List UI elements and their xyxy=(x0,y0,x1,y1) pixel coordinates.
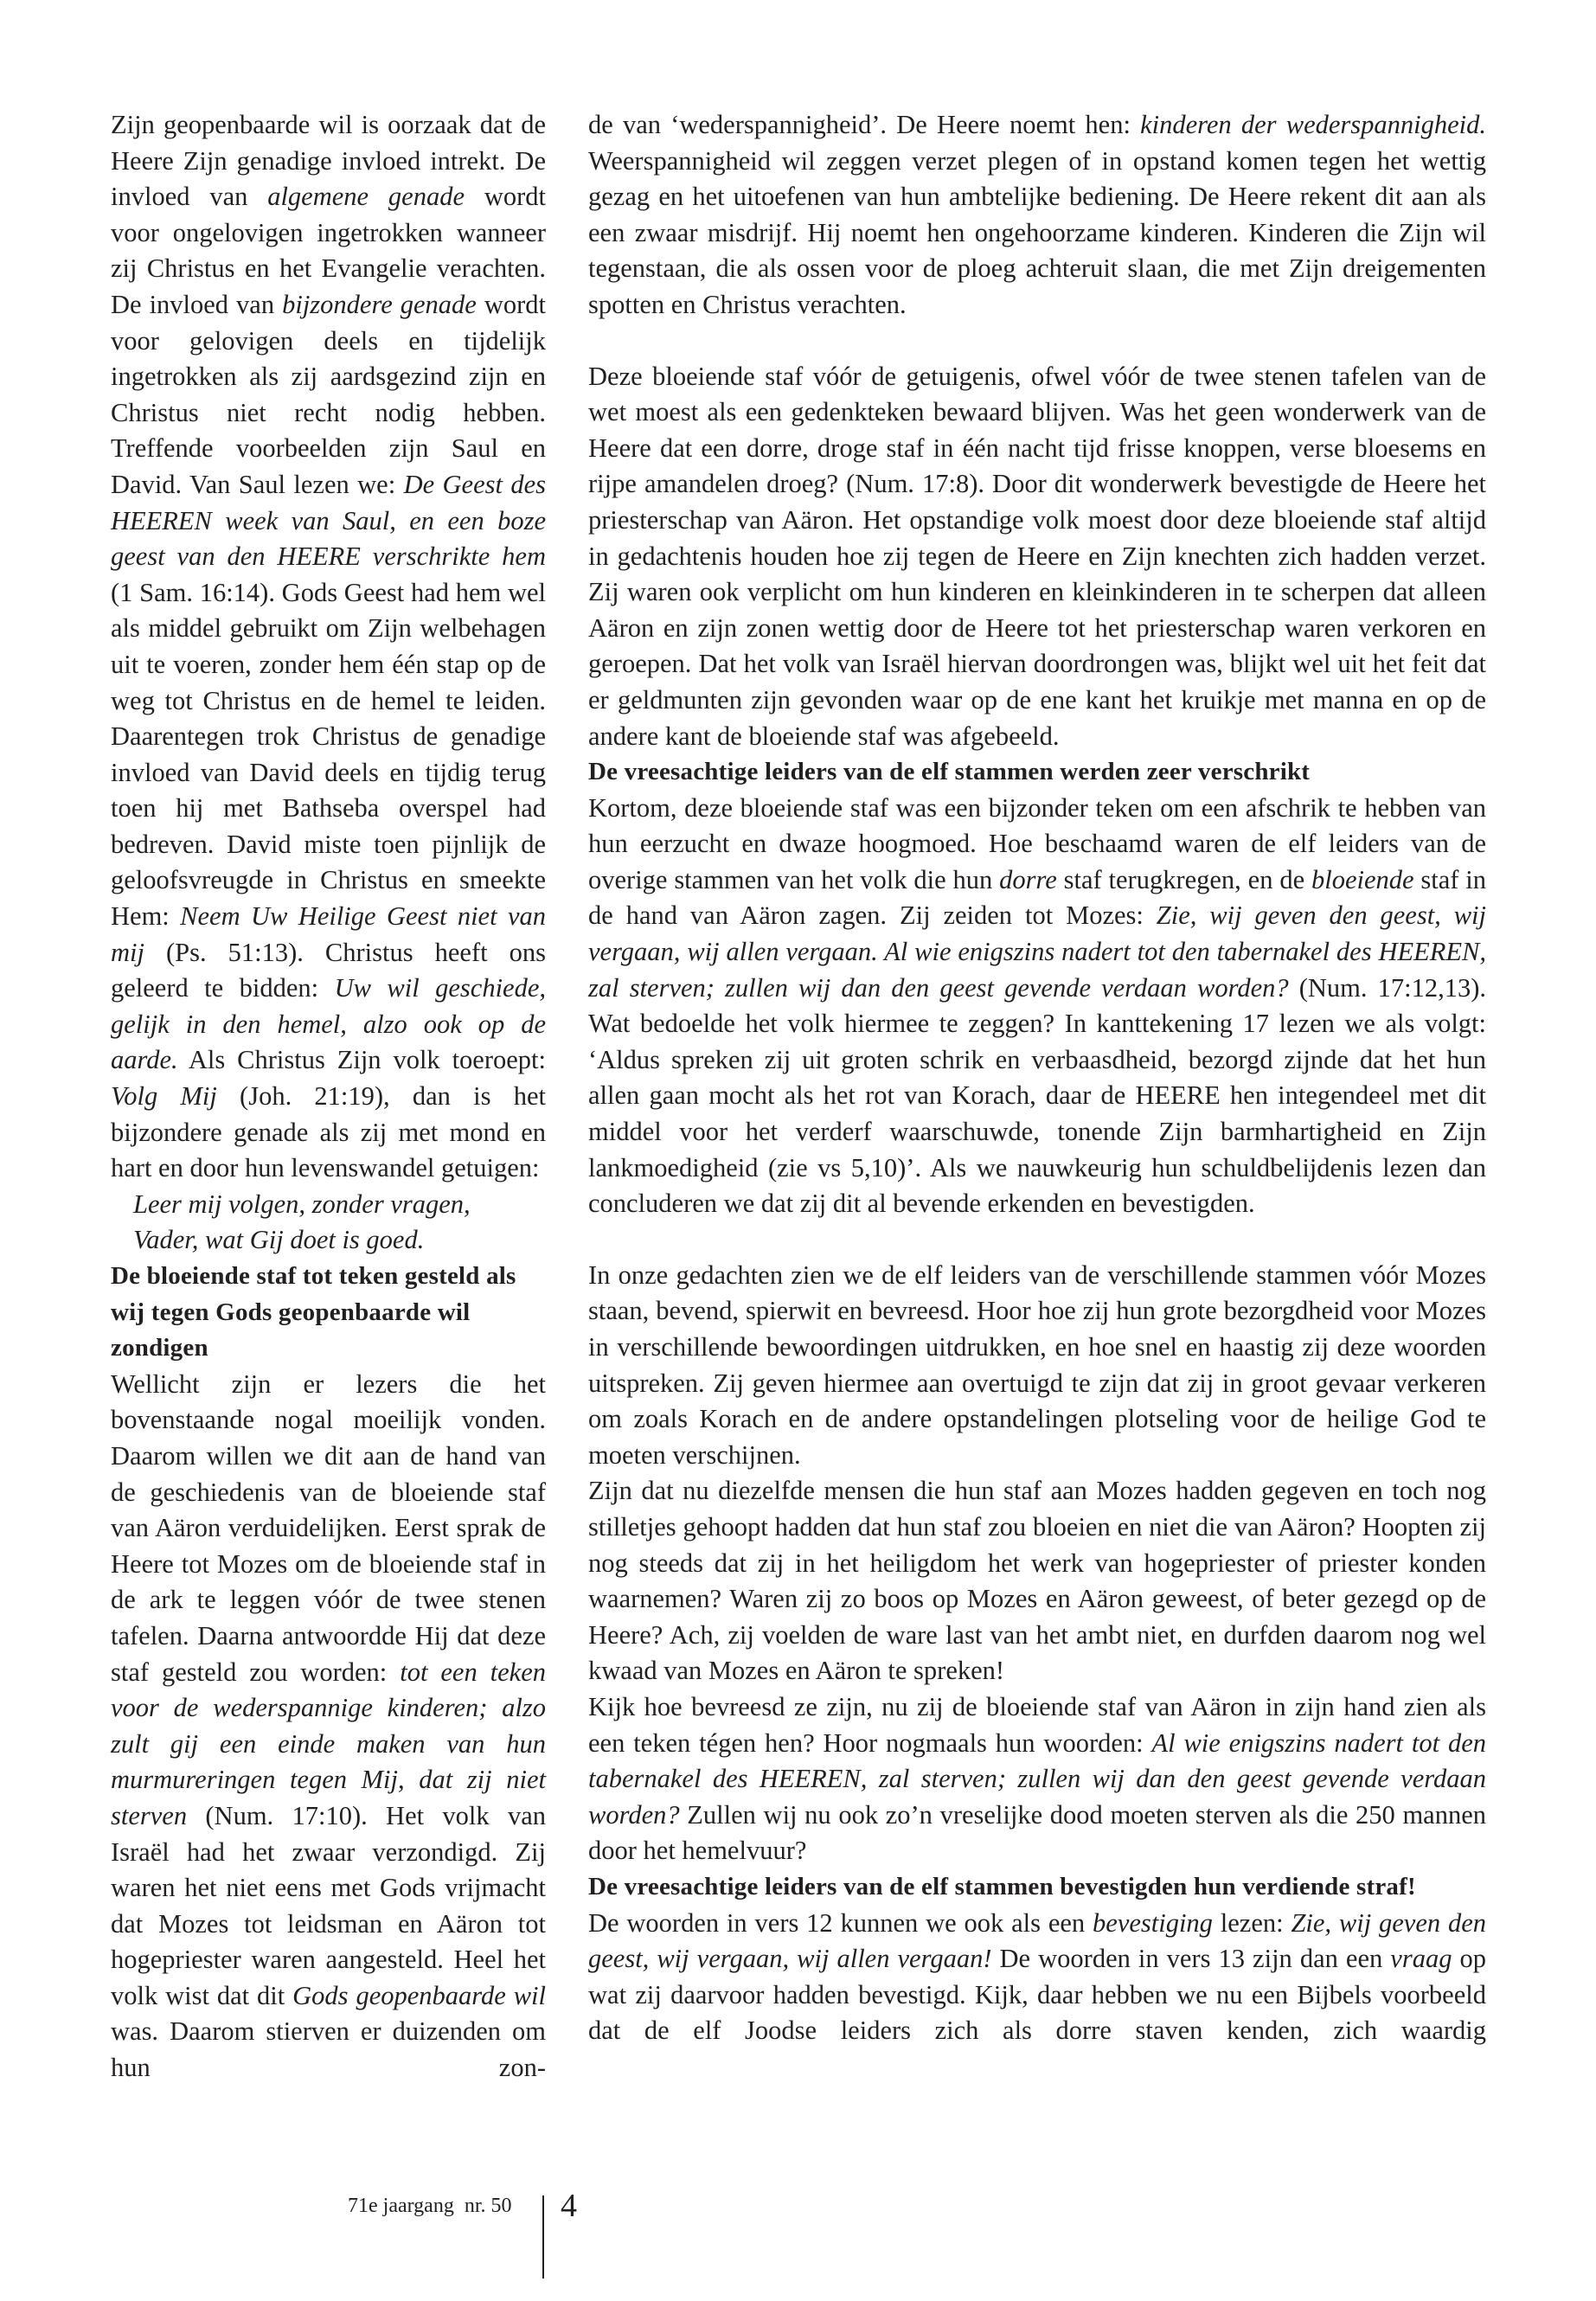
paragraph xyxy=(588,1906,1486,2049)
text-run: staf terugkregen, en de xyxy=(1056,864,1311,894)
italic-text: Zie, wij geven den geest, wij vergaan, wij allen vergaan. Al wie enigszins nadert tot den tabernakel des HEEREN, zal sterven; zullen wij dan den geest gevende verdaan worden? xyxy=(588,901,1487,1003)
text-run: De woorden in vers 13 zijn dan een xyxy=(991,1944,1391,1974)
text-run: In onze gedachten zien we de elf leiders van de verschillende stammen vóór Mozes staan, bevend, spierwit en bevreesd. Hoor hoe zij hun grote bezorgdheid voor Mozes in verschillende bewoordingen uitdrukken, en hoe snel en haastig zij deze woorden uitspreken. Zij geven hiermee aan overtuigd te zijn dat zij in groot gevaar verkeren om zoals Korach en de andere opstandelingen plotseling voor de heilige God te moeten verschijnen. xyxy=(588,1259,1486,1470)
italic-text: Neem Uw Heilige Geest niet van mij xyxy=(111,901,546,967)
italic-text: De Geest des HEEREN week van Saul, en een boze geest van den HEERE verschrikte hem xyxy=(111,469,546,572)
text-run: Kijk hoe bevreesd ze zijn, nu zij de bloeiende staf van Aäron in zijn hand zien als een teken tégen hen? Hoor nogmaals hun woorden: xyxy=(588,1691,1486,1758)
italic-text: algemene genade xyxy=(267,182,465,212)
paragraph xyxy=(111,107,546,1187)
text-run: Kortom, deze bloeiende staf was een bijzonder teken om een afschrik te hebben van hun eerzucht en dwaze hoogmoed. Hoe beschaamd waren de elf leiders van de overige stammen van het volk die hun xyxy=(588,792,1486,894)
italic-text: Uw wil geschiede, gelijk in den hemel, alzo ook op de aarde. xyxy=(111,973,546,1075)
section-heading: De vreesachtige leiders van de elf stammen werden zeer verschrikt xyxy=(588,758,1311,786)
left-column xyxy=(111,107,546,2086)
italic-text: vraag xyxy=(1390,1944,1452,1974)
paragraph xyxy=(588,107,1486,324)
text-run: Zijn dat nu diezelfde mensen die hun staf aan Mozes hadden gegeven en toch nog stilletjes gehoopt hadden dat hun staf zou bloeien en niet die van Aäron? Hoopten zij nog steeds dat zij in het heiligdom het werk van hogepriester of priester konden waarnemen? Waren zij zo boos op Mozes en Aäron geweest, of beter gezegd op de Heere? Ach, zij voelden de ware last van het ambt niet, en durfden daarom nog wel kwaad van Mozes en Aäron te spreken! xyxy=(588,1476,1486,1686)
text-run: (Ps. 51:13). Christus heeft ons geleerd te bidden: xyxy=(111,937,546,1003)
paragraph xyxy=(588,1689,1486,1869)
text-run: op wat zij daarvoor hadden bevestigd. Kijk, daar hebben we nu een Bijbels voorbeeld dat de elf Joodse leiders zich als dorre staven kenden, zich waardig xyxy=(588,1944,1486,2046)
paragraph xyxy=(588,1473,1486,1689)
text-run: Zullen wij nu ook zo’n vreselijke dood moeten sterven als die 250 mannen door het hemelvuur? xyxy=(588,1799,1486,1866)
verse-line: Vader, wat Gij doet is goed. xyxy=(133,1225,425,1255)
paragraph xyxy=(588,1258,1486,1474)
text-run: (Num. 17:10). Het volk van Israël had het zwaar verzondigd. Zij waren het niet eens met Gods vrijmacht dat Mozes tot leidsman en Aäron tot hogepriester waren aangesteld. Heel het volk wist dat dit xyxy=(111,1800,546,2010)
italic-text: Al wie enigszins nadert tot den tabernakel des HEEREN, zal sterven; zullen wij dan den geest gevende verdaan worden? xyxy=(588,1727,1487,1830)
text-run: de van ‘wederspannigheid’. De Heere noemt hen: xyxy=(588,110,1141,139)
text-run: Deze bloeiende staf vóór de getuigenis, ofwel vóór de twee stenen tafelen van de wet moest als een gedenkteken bewaard blijven. Was het geen wonderwerk van de Heere dat een dorre, droge staf in één nacht tijd frisse knoppen, verse bloesems en rijpe amandelen droeg? (Num. 17:8). Door dit wonderwerk bevestigde de Heere het priesterschap van Aäron. Het opstandige volk moest door deze bloeiende staf altijd in gedachtenis houden hoe zij tegen de Heere en Zijn knechten zich hadden verzet. Zij waren ook verplicht om hun kinderen en kleinkinderen in te scherpen dat alleen Aäron en zijn zonen wettig door de Heere tot het priesterschap waren verkoren en geroepen. Dat het volk van Israël hiervan doordrongen was, blijkt wel uit het feit dat er geldmunten zijn gevonden waar op de ene kant het kruikje met manna en op de andere kant de bloeiende staf was afgebeeld. xyxy=(588,361,1486,751)
page-number: 4 xyxy=(561,2188,577,2224)
italic-text: Gods geopenbaarde wil xyxy=(292,1980,546,2010)
verse-line: Leer mij volgen, zonder vragen, xyxy=(133,1189,471,1219)
text-run: Zijn geopenbaarde wil is oorzaak dat de Heere Zijn genadige invloed intrekt. De invloed van xyxy=(111,110,546,212)
text-run: (1 Sam. 16:14). Gods Geest had hem wel als middel gebruikt om Zijn welbehagen uit te voeren, zonder hem één stap op de weg tot Christus en de hemel te leiden. Daarentegen trok Christus de genadige invloed van David deels en tijdig terug toen hij met Bathseba overspel had bedreven. David miste toen pijnlijk de geloofsvreugde in Christus en smeekte Hem: xyxy=(111,577,546,932)
italic-text: kinderen der wederspannigheid. xyxy=(1140,110,1486,139)
paragraph xyxy=(111,1367,546,2086)
text-run: wordt voor ongelovigen ingetrokken wanneer zij Christus en het Evangelie verachten. De invloed van xyxy=(111,182,546,319)
italic-text: Volg Mij xyxy=(111,1081,217,1112)
paragraph xyxy=(588,791,1486,1222)
text-run: lezen: xyxy=(1212,1907,1292,1938)
text-run: De woorden in vers 12 kunnen we ook als een xyxy=(588,1907,1093,1938)
text-run: Wellicht zijn er lezers die het bovenstaande nogal moeilijk vonden. Daarom willen we dit aan de hand van de geschiedenis van de bloeiende staf van Aäron verduidelijken. Eerst sprak de Heere tot Mozes om de bloeiende staf in de ark te leggen vóór de twee stenen tafelen. Daarna antwoordde Hij dat deze staf gesteld zou worden: xyxy=(111,1368,546,1687)
footer-issue-label: 71e jaargang nr. 50 xyxy=(348,2195,512,2217)
italic-text: bijzondere genade xyxy=(282,289,477,319)
text-run: was. Daarom stierven er duizenden om hun zon- xyxy=(111,2016,546,2083)
italic-text: bevestiging xyxy=(1093,1907,1213,1938)
text-run: Weerspannigheid wil zeggen verzet plegen of in opstand komen tegen het wettig gezag en het uitoefenen van hun ambtelijke bediening. De Heere rekent dit aan als een zwaar misdrijf. Hij noemt hen ongehoorzame kinderen. Kinderen die Zijn wil tegenstaan, die als ossen voor de ploeg achteruit slaan, die met Zijn dreigementen spotten en Christus verachten. xyxy=(588,145,1486,319)
italic-text: Zie, wij geven den geest, wij vergaan, wij allen vergaan! xyxy=(588,1907,1486,1974)
italic-text: tot een teken voor de wederspannige kinderen; alzo zult gij een einde maken van hun murmureringen tegen Mij, dat zij niet sterven xyxy=(111,1657,546,1830)
section-heading: De vreesachtige leiders van de elf stammen bevestigden hun verdiende straf! xyxy=(588,1872,1416,1900)
text-run: Als Christus Zijn volk toeroept: xyxy=(177,1045,546,1075)
italic-text: bloeiende xyxy=(1311,864,1414,894)
text-run: (Num. 17:12,13). Wat bedoelde het volk hiermee te zeggen? In kanttekening 17 lezen we als volgt: ‘Aldus spreken zij uit groten schrik en verbaasdheid, bezorgd zijnde dat het hun allen gaan mocht als het rot van Korach, daar de HEERE hen integendeel met dit middel voor het verderf waarschuwde, tonende Zijn barmhartigheid en Zijn lankmoedigheid (zie vs 5,10)’. Als we nauwkeurig hun schuldbelijdenis lezen dan concluderen we dat zij dit al bevende erkenden en bevestigden. xyxy=(588,972,1486,1219)
italic-text: dorre xyxy=(999,864,1057,894)
section-heading: De bloeiende staf tot teken gesteld als wij tegen Gods geopenbaarde wil zondigen xyxy=(111,1262,516,1362)
footer-divider xyxy=(542,2195,544,2279)
right-column xyxy=(588,107,1486,2049)
paragraph xyxy=(588,359,1486,755)
text-run: (Joh. 21:19), dan is het bijzondere genade als zij met mond en hart en door hun levenswandel getuigen: xyxy=(111,1081,546,1183)
text-run: wordt voor gelovigen deels en tijdelijk ingetrokken als zij aardsgezind zijn en Christus niet recht nodig hebben. Treffende voorbeelden zijn Saul en David. Van Saul lezen we: xyxy=(111,289,546,499)
text-run: staf in de hand van Aäron zagen. Zij zeiden tot Mozes: xyxy=(588,864,1487,931)
